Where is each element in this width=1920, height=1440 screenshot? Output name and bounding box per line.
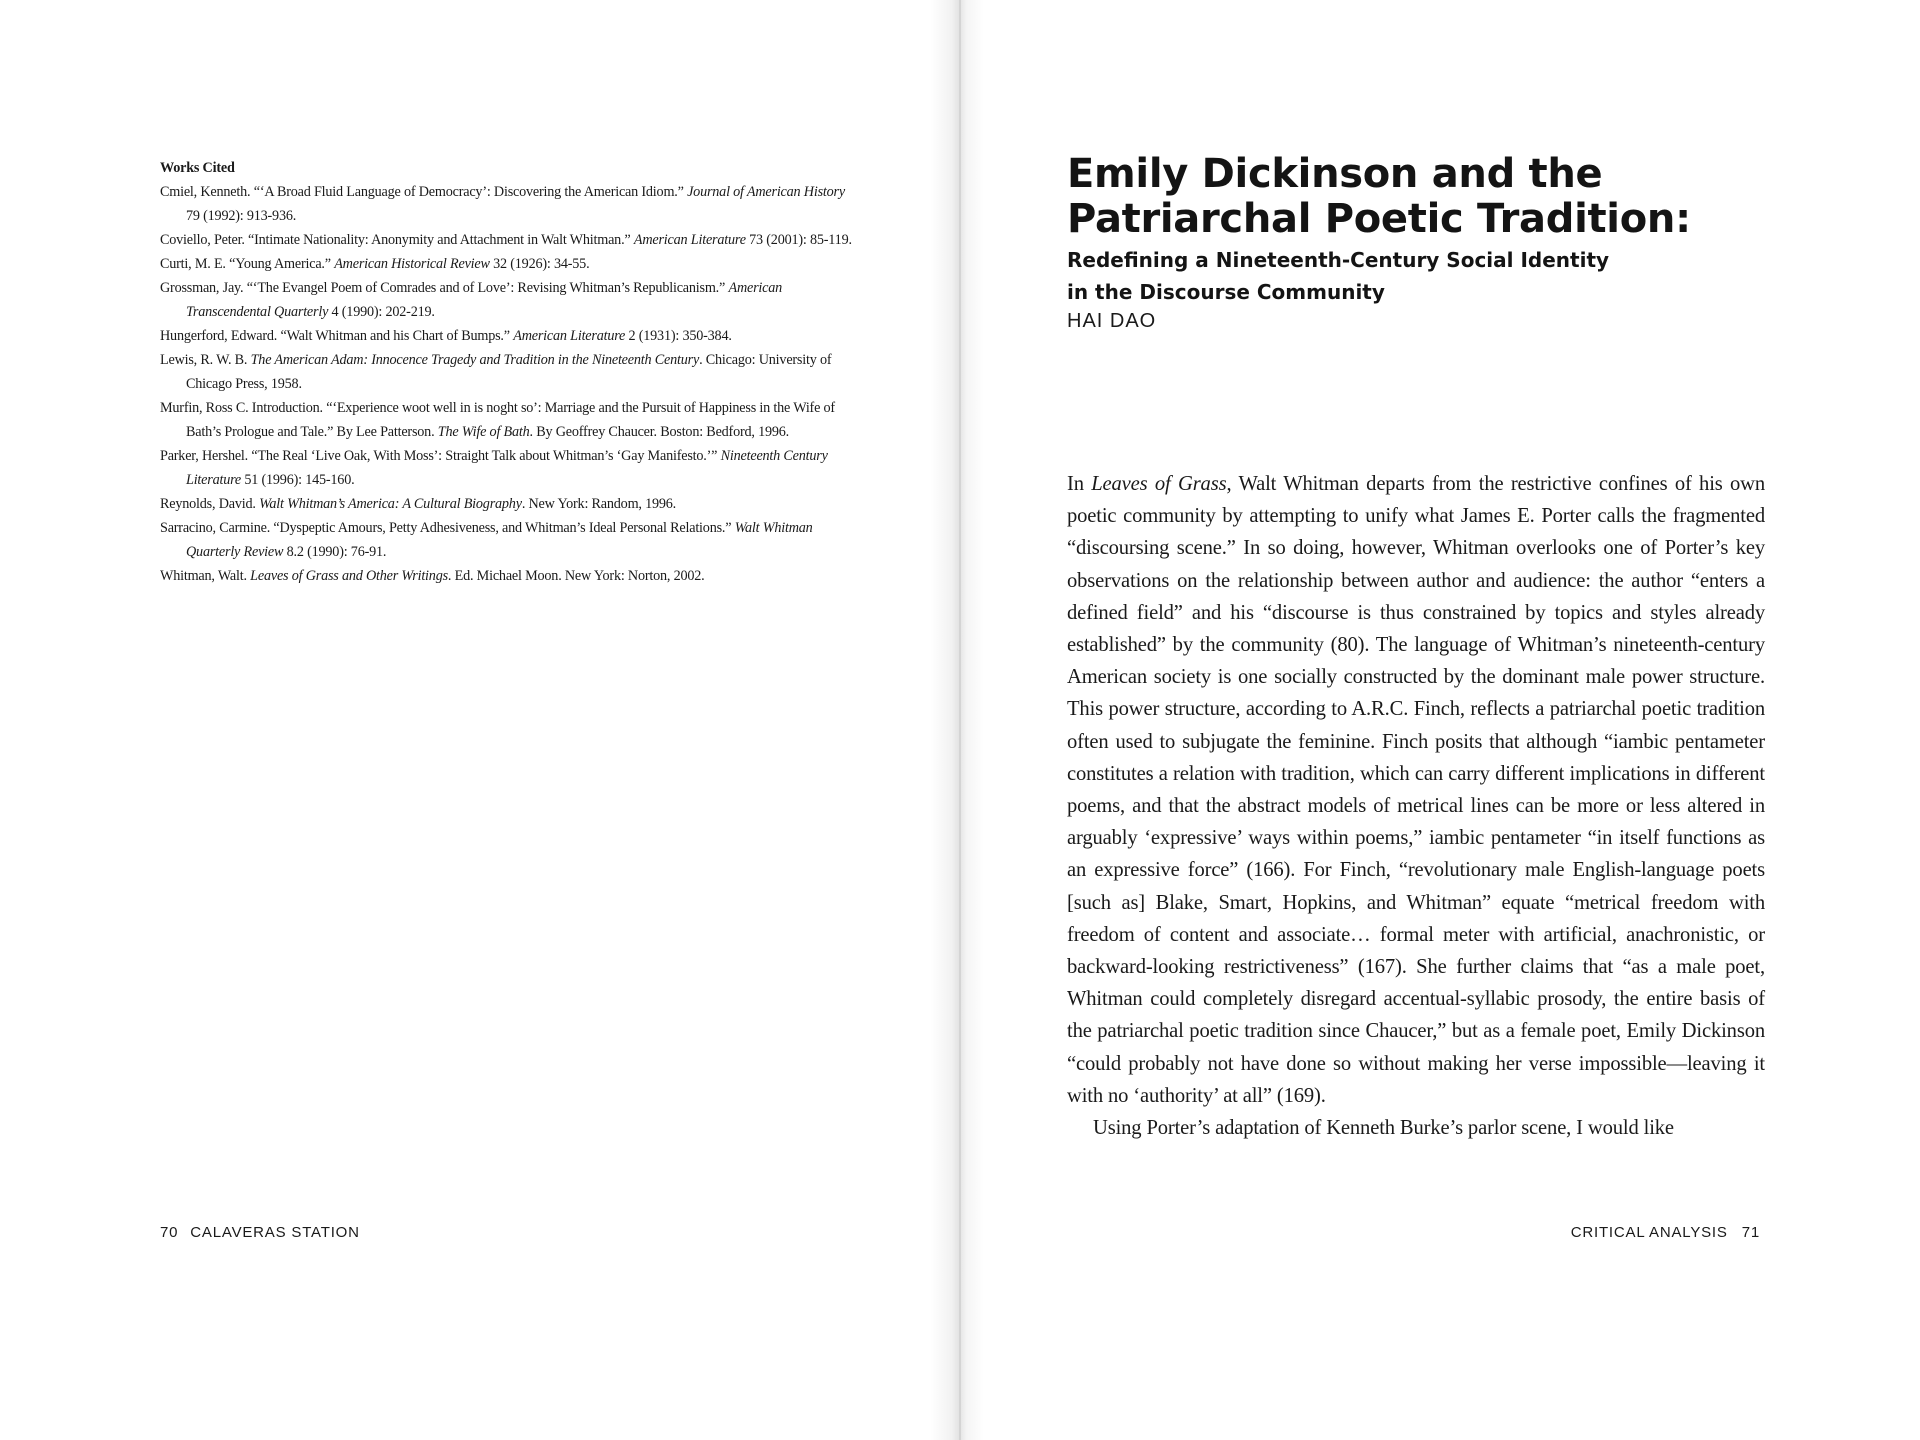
citation-text: Lewis, R. W. B.	[160, 352, 251, 368]
running-head-right: CRITICAL ANALYSIS	[1570, 1224, 1728, 1241]
title-line-1: Emily Dickinson and the	[1067, 151, 1603, 197]
citation-details: 51 (1996): 145-160.	[241, 472, 355, 488]
citation-details: 8.2 (1990): 76-91.	[283, 544, 387, 560]
page-number-left: 70	[160, 1224, 179, 1241]
citation-text: Hungerford, Edward. “Walt Whitman and his Chart of Bumps.”	[160, 328, 514, 344]
citation-title: American Transcendental Quarterly	[186, 280, 783, 320]
citation-details: . By Geoffrey Chaucer. Boston: Bedford, 1996.	[529, 424, 790, 440]
citation-text: Grossman, Jay. “‘The Evangel Poem of Comrades and of Love’: Revising Whitman’s Republicanism.”	[160, 280, 729, 296]
subtitle-line-2: in the Discourse Community	[1067, 280, 1385, 304]
citation-title: American Literature	[633, 232, 746, 248]
article-title	[1067, 152, 1827, 242]
article-body	[1067, 468, 1765, 1144]
gutter-shadow-right	[960, 0, 984, 1440]
citation-entry	[160, 252, 856, 276]
citation-text: Murfin, Ross C. Introduction. “‘Experience woot well in is noght so’: Marriage and the Pursuit of Happiness in the Wife of Bath’s Prologue and Tale.” By Lee Patterson.	[160, 400, 835, 440]
paragraph-1-lead: In	[1067, 473, 1092, 495]
citation-entry	[160, 492, 856, 516]
citation-details: . Chicago: University of Chicago Press, 1958.	[186, 352, 832, 392]
citation-text: Coviello, Peter. “Intimate Nationality: Anonymity and Attachment in Walt Whitman.”	[160, 232, 634, 248]
works-cited-list	[160, 180, 856, 588]
article-author: HAI DAO	[1067, 310, 1157, 332]
citation-title: American Historical Review	[334, 256, 490, 272]
subtitle-line-1: Redefining a Nineteenth-Century Social Identity	[1067, 248, 1610, 272]
works-cited	[160, 156, 856, 588]
article-subtitle	[1067, 244, 1827, 308]
citation-entry	[160, 228, 856, 252]
citation-details: . Ed. Michael Moon. New York: Norton, 2002.	[447, 568, 705, 584]
citation-title: American Literature	[513, 328, 626, 344]
paragraph-2: Using Porter’s adaptation of Kenneth Burke’s parlor scene, I would like	[1093, 1117, 1674, 1140]
article-header	[1067, 152, 1827, 333]
citation-title: Nineteenth Century Literature	[186, 448, 828, 488]
citation-text: Cmiel, Kenneth. “‘A Broad Fluid Language of Democracy’: Discovering the American Idiom.”	[160, 184, 688, 200]
paragraph-1-italic: Leaves of Grass	[1091, 473, 1227, 495]
right-folio	[1571, 1224, 1760, 1241]
right-page	[960, 0, 1920, 1440]
citation-title: Leaves of Grass and Other Writings	[250, 568, 448, 584]
citation-entry	[160, 180, 856, 228]
citation-text: Curti, M. E. “Young America.”	[160, 256, 335, 272]
citation-title: Journal of American History	[687, 184, 845, 200]
citation-details: 2 (1931): 350-384.	[625, 328, 732, 344]
works-cited-heading: Works Cited	[160, 160, 235, 176]
citation-title: The American Adam: Innocence Tragedy and Tradition in the Nineteenth Century	[250, 352, 700, 368]
running-head-left: CALAVERAS STATION	[190, 1224, 360, 1241]
citation-details: 79 (1992): 913-936.	[186, 208, 297, 224]
citation-entry	[160, 324, 856, 348]
citation-text: Reynolds, David.	[160, 496, 260, 512]
citation-details: 73 (2001): 85-119.	[745, 232, 852, 248]
citation-entry	[160, 348, 856, 396]
citation-title: The Wife of Bath	[437, 424, 530, 440]
gutter-shadow-left	[930, 0, 960, 1440]
citation-entry	[160, 396, 856, 444]
citation-text: Parker, Hershel. “The Real ‘Live Oak, With Moss’: Straight Talk about Whitman’s ‘Gay Manifesto.’”	[160, 448, 721, 464]
citation-entry	[160, 444, 856, 492]
paragraph-1-rest: , Walt Whitman departs from the restrictive confines of his own poetic community by attempting to unify what James E. Porter calls the fragmented “discoursing scene.” In so doing, however, Whitman overlooks one of Porter’s key observations on the relationship between author and audience: the author “enters a defined field” and his “discourse is thus constrained by topics and styles already established” by the community (80). The language of Whitman’s nineteenth-century American society is one socially constructed by the dominant male power structure. This power structure, according to A.R.C. Finch, reflects a patriarchal poetic tradition often used to subjugate the feminine. Finch posits that although “iambic pentameter constitutes a relation with tradition, which can carry different implications in different poems, and that the abstract models of metrical lines can be more or less altered in arguably ‘expressive’ ways within poems,” iambic pentameter “in itself functions as an expressive force” (166). For Finch, “revolutionary male English-language poets [such as] Blake, Smart, Hopkins, and Whitman” equate “metrical freedom with freedom of content and associate… formal meter with artificial, anachronistic, or backward-looking restrictiveness” (167). She further claims that “as a male poet, Whitman could completely disregard accentual-syllabic prosody, the entire basis of the patriarchal poetic tradition since Chaucer,” but as a female poet, Emily Dickinson “could probably not have done so without making her verse impossible—leaving it with no ‘authority’ at all” (169).	[1067, 473, 1766, 1107]
citation-text: Whitman, Walt.	[160, 568, 251, 584]
citation-text: Sarracino, Carmine. “Dyspeptic Amours, Petty Adhesiveness, and Whitman’s Ideal Personal Relations.”	[160, 520, 735, 536]
citation-entry	[160, 276, 856, 324]
citation-title: Walt Whitman’s America: A Cultural Biography	[259, 496, 522, 512]
citation-details: 4 (1990): 202-219.	[328, 304, 435, 320]
citation-title: Walt Whitman Quarterly Review	[186, 520, 813, 560]
citation-entry	[160, 564, 856, 588]
page-number-right: 71	[1741, 1224, 1760, 1241]
book-spine	[959, 0, 961, 1440]
left-folio	[160, 1224, 360, 1241]
citation-entry	[160, 516, 856, 564]
title-line-2: Patriarchal Poetic Tradition:	[1067, 196, 1691, 242]
citation-details: 32 (1926): 34-55.	[489, 256, 590, 272]
citation-details: . New York: Random, 1996.	[521, 496, 677, 512]
paragraph-1	[1067, 468, 1765, 1112]
